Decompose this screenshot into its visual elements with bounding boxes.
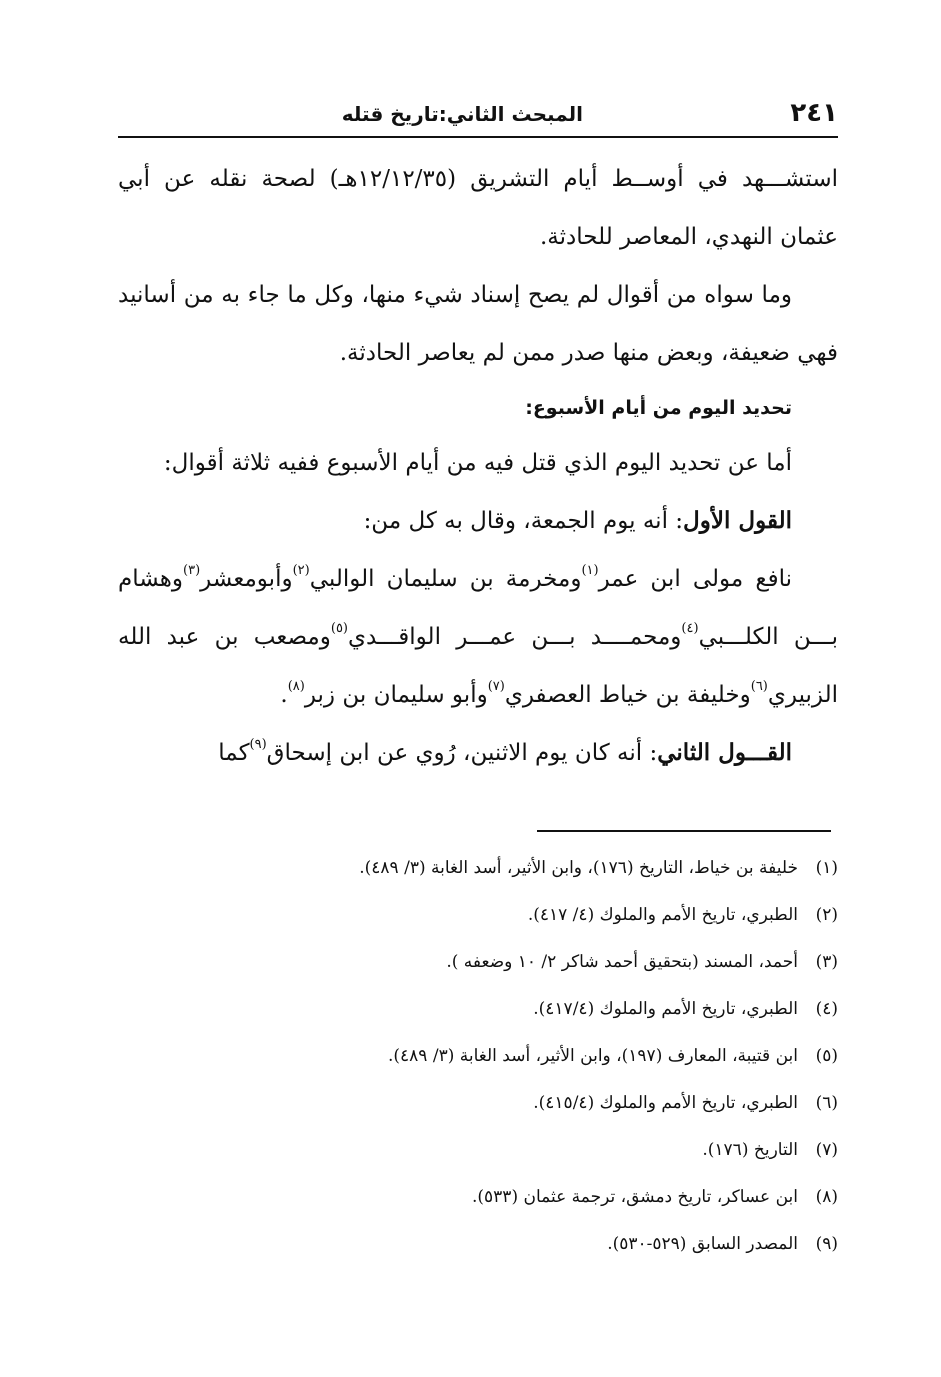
footnote-number: (٣) bbox=[815, 952, 838, 972]
footnote-number: (٨) bbox=[815, 1187, 838, 1207]
footnote-ref: (٤) bbox=[681, 621, 699, 636]
paragraph-5 bbox=[118, 550, 838, 724]
footnote-text: ابن عساكر، تاريخ دمشق، ترجمة عثمان (٥٣٣). bbox=[471, 1187, 798, 1207]
narrator-text: ومخرمة بن سليمان الوالبي bbox=[309, 566, 582, 592]
footnote-ref: (٢) bbox=[292, 563, 310, 578]
footnote-number: (٢) bbox=[815, 905, 838, 925]
footnote-ref: (٧) bbox=[487, 679, 505, 694]
narrator-text: ومصعب بن عبد الله الزبيري bbox=[118, 624, 838, 708]
footnote-text: الطبري، تاريخ الأمم والملوك (٤/ ٤١٧). bbox=[527, 905, 798, 925]
paragraph-1: استشـــهد في أوســط أيام التشريق (١٢/١٢/٣٥هـ) لصحة نقله عن أبي عثمان النهدي، المعاصر للحادثة. bbox=[118, 166, 838, 250]
second-opinion-text: : أنه كان يوم الاثنين، رُوي عن ابن إسحاق bbox=[266, 740, 658, 766]
footnote-item bbox=[118, 1080, 838, 1127]
footnote-number: (١) bbox=[815, 858, 838, 878]
footnote-ref: (١) bbox=[581, 563, 599, 578]
continuation-word: كما bbox=[218, 740, 250, 766]
footnote-text: الطبري، تاريخ الأمم والملوك (٤١٥/٤). bbox=[533, 1093, 798, 1113]
sentence-end: . bbox=[280, 682, 288, 708]
footnote-ref: (٨) bbox=[287, 679, 305, 694]
paragraph-2: وما سواه من أقوال لم يصح إسناد شيء منها، وكل ما جاء به من أسانيد فهي ضعيفة، وبعض منها صدر ممن لم يعاصر الحادثة. bbox=[118, 282, 838, 366]
footnote-number: (٤) bbox=[815, 999, 838, 1019]
narrator-text: وخليفة بن خياط العصفري bbox=[504, 682, 751, 708]
second-opinion-label: القـــول الثاني bbox=[657, 739, 792, 766]
narrator-text: نافع مولى ابن عمر bbox=[598, 566, 792, 592]
footnote-number: (٧) bbox=[815, 1140, 838, 1160]
footnote-ref: (٩) bbox=[249, 737, 267, 752]
footnote-number: (٩) bbox=[815, 1234, 838, 1254]
narrator-text: ومحمــــد بـــن عمـــر الواقـــدي bbox=[348, 624, 682, 650]
footnote-item bbox=[118, 892, 838, 939]
narrator-text: وهشام بـــن الكلـــبي bbox=[118, 566, 838, 650]
footnote-item bbox=[118, 1174, 838, 1221]
first-opinion-label: القول الأول bbox=[683, 507, 792, 534]
footnote-item bbox=[118, 939, 838, 986]
footnote-number: (٦) bbox=[815, 1093, 838, 1113]
narrator-text: وأبومعشر bbox=[200, 566, 293, 592]
footnote-number: (٥) bbox=[815, 1046, 838, 1066]
footnote-item bbox=[118, 986, 838, 1033]
footnote-ref: (٥) bbox=[330, 621, 348, 636]
paragraph-4 bbox=[118, 492, 838, 550]
narrator-text: وأبو سليمان بن زبر bbox=[304, 682, 488, 708]
running-title: المبحث الثاني:تاريخ قتله bbox=[341, 102, 583, 126]
footnote-text: التاريخ (١٧٦). bbox=[702, 1140, 798, 1160]
first-opinion-text: : أنه يوم الجمعة، وقال به كل من: bbox=[363, 508, 684, 534]
page-header bbox=[118, 96, 838, 138]
footnote-text: الطبري، تاريخ الأمم والملوك (٤١٧/٤). bbox=[533, 999, 798, 1019]
footnote-text: المصدر السابق (٥٢٩-٥٣٠). bbox=[607, 1234, 798, 1254]
footnote-item bbox=[118, 845, 838, 892]
footnote-item bbox=[118, 1221, 838, 1268]
footnote-item bbox=[118, 1033, 838, 1080]
footnote-ref: (٦) bbox=[750, 679, 768, 694]
footnote-item bbox=[118, 1127, 838, 1174]
footnotes-section bbox=[118, 845, 838, 1268]
footnote-text: أحمد، المسند (بتحقيق أحمد شاكر ٢/ ١٠ وضعفه ). bbox=[446, 952, 798, 972]
footnote-text: خليفة بن خياط، التاريخ (١٧٦)، وابن الأثير، أسد الغابة (٣/ ٤٨٩). bbox=[359, 858, 798, 878]
main-text bbox=[118, 150, 838, 782]
footnote-divider bbox=[537, 830, 831, 832]
paragraph-6 bbox=[118, 724, 838, 782]
footnote-ref: (٣) bbox=[183, 563, 201, 578]
paragraph-3: أما عن تحديد اليوم الذي قتل فيه من أيام الأسبوع ففيه ثلاثة أقوال: bbox=[163, 450, 792, 476]
section-subheading: تحديد اليوم من أيام الأسبوع: bbox=[525, 397, 792, 419]
footnote-text: ابن قتيبة، المعارف (١٩٧)، وابن الأثير، أسد الغابة (٣/ ٤٨٩). bbox=[388, 1046, 798, 1066]
page-number: ٢٤١ bbox=[790, 98, 838, 128]
